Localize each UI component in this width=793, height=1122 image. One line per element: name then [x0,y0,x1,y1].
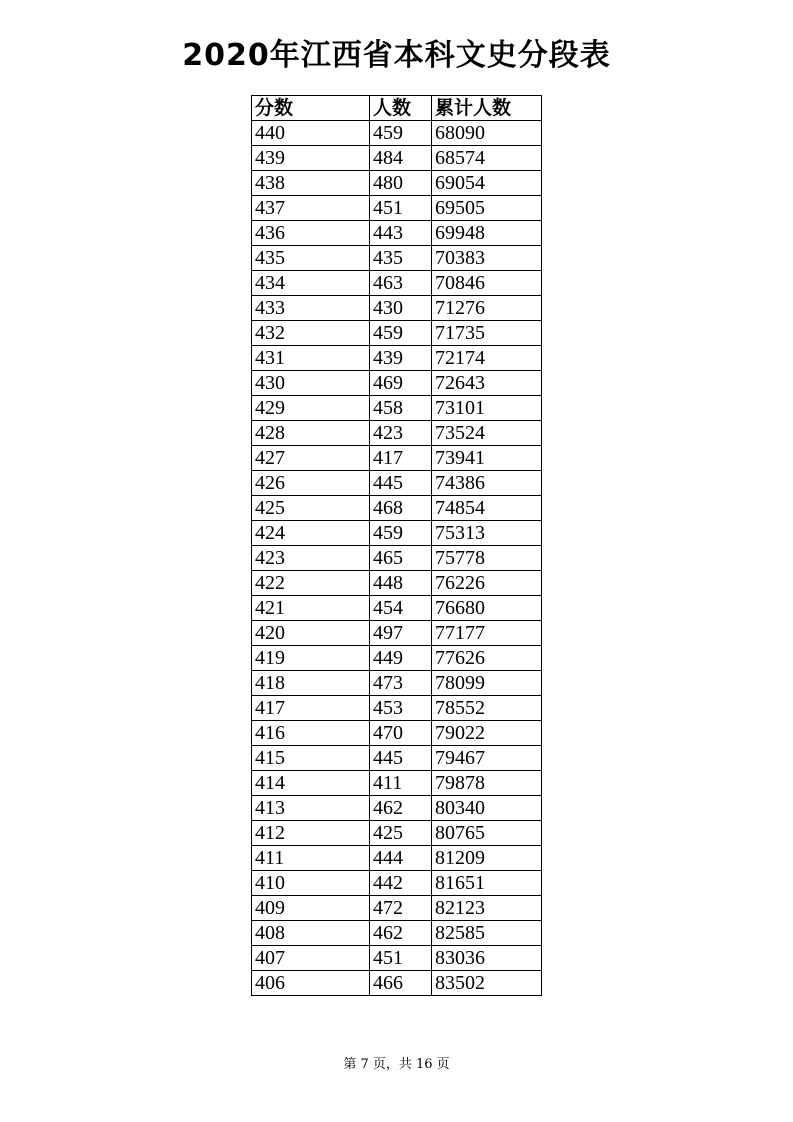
score-cell: 439 [252,146,370,171]
count-cell: 445 [370,746,432,771]
table-row [252,971,542,996]
table-row [252,596,542,621]
count-cell: 472 [370,896,432,921]
table-row [252,921,542,946]
cumulative-cell: 71276 [432,296,542,321]
count-cell: 453 [370,696,432,721]
cumulative-cell: 75778 [432,546,542,571]
cumulative-cell: 68574 [432,146,542,171]
table-row [252,821,542,846]
cumulative-cell: 73524 [432,421,542,446]
count-cell: 445 [370,471,432,496]
score-cell: 425 [252,496,370,521]
table-row [252,946,542,971]
count-cell: 443 [370,221,432,246]
count-cell: 469 [370,371,432,396]
score-cell: 434 [252,271,370,296]
score-cell: 413 [252,796,370,821]
cumulative-cell: 83502 [432,971,542,996]
score-distribution-table [251,95,542,996]
table-row [252,246,542,271]
table-row [252,196,542,221]
count-cell: 484 [370,146,432,171]
table-row [252,546,542,571]
table-row [252,721,542,746]
count-cell: 462 [370,796,432,821]
table-row [252,571,542,596]
count-cell: 459 [370,121,432,146]
cumulative-cell: 70383 [432,246,542,271]
cumulative-cell: 81651 [432,871,542,896]
cumulative-cell: 79022 [432,721,542,746]
table-row [252,221,542,246]
count-cell: 454 [370,596,432,621]
count-cell: 462 [370,921,432,946]
count-cell: 442 [370,871,432,896]
score-cell: 436 [252,221,370,246]
cumulative-cell: 73101 [432,396,542,421]
table-row [252,321,542,346]
count-cell: 430 [370,296,432,321]
header-cumulative: 累计人数 [432,96,542,121]
cumulative-cell: 72174 [432,346,542,371]
cumulative-cell: 76680 [432,596,542,621]
count-cell: 417 [370,446,432,471]
cumulative-cell: 77177 [432,621,542,646]
table-row [252,671,542,696]
cumulative-cell: 70846 [432,271,542,296]
count-cell: 451 [370,196,432,221]
cumulative-cell: 69505 [432,196,542,221]
header-count: 人数 [370,96,432,121]
table-row [252,471,542,496]
cumulative-cell: 80765 [432,821,542,846]
count-cell: 459 [370,321,432,346]
count-cell: 470 [370,721,432,746]
table-row [252,621,542,646]
cumulative-cell: 81209 [432,846,542,871]
count-cell: 449 [370,646,432,671]
table-row [252,796,542,821]
cumulative-cell: 68090 [432,121,542,146]
table-body [252,121,542,996]
table-row [252,296,542,321]
cumulative-cell: 71735 [432,321,542,346]
count-cell: 444 [370,846,432,871]
count-cell: 463 [370,271,432,296]
page-title: 2020年江西省本科文史分段表 [182,38,611,73]
count-cell: 458 [370,396,432,421]
cumulative-cell: 74386 [432,471,542,496]
cumulative-cell: 69948 [432,221,542,246]
score-cell: 437 [252,196,370,221]
score-cell: 429 [252,396,370,421]
score-cell: 433 [252,296,370,321]
cumulative-cell: 75313 [432,521,542,546]
score-cell: 409 [252,896,370,921]
score-cell: 406 [252,971,370,996]
table-row [252,496,542,521]
header-score: 分数 [252,96,370,121]
cumulative-cell: 73941 [432,446,542,471]
score-cell: 414 [252,771,370,796]
table-row [252,121,542,146]
score-cell: 438 [252,171,370,196]
table-header-row [252,96,542,121]
count-cell: 448 [370,571,432,596]
page-footer: 第 7 页，共 16 页 [343,1057,450,1072]
table-row [252,696,542,721]
cumulative-cell: 79467 [432,746,542,771]
count-cell: 423 [370,421,432,446]
score-cell: 423 [252,546,370,571]
cumulative-cell: 72643 [432,371,542,396]
score-cell: 408 [252,921,370,946]
count-cell: 497 [370,621,432,646]
table-row [252,771,542,796]
cumulative-cell: 69054 [432,171,542,196]
table-row [252,446,542,471]
cumulative-cell: 74854 [432,496,542,521]
score-cell: 418 [252,671,370,696]
score-cell: 417 [252,696,370,721]
cumulative-cell: 77626 [432,646,542,671]
table-row [252,871,542,896]
score-cell: 431 [252,346,370,371]
score-cell: 422 [252,571,370,596]
table-row [252,646,542,671]
table-row [252,521,542,546]
count-cell: 466 [370,971,432,996]
score-cell: 412 [252,821,370,846]
table-row [252,746,542,771]
cumulative-cell: 79878 [432,771,542,796]
cumulative-cell: 80340 [432,796,542,821]
score-cell: 410 [252,871,370,896]
score-cell: 426 [252,471,370,496]
table-row [252,421,542,446]
count-cell: 465 [370,546,432,571]
cumulative-cell: 83036 [432,946,542,971]
score-cell: 419 [252,646,370,671]
table-row [252,396,542,421]
score-cell: 428 [252,421,370,446]
table-row [252,896,542,921]
table-row [252,846,542,871]
score-cell: 420 [252,621,370,646]
score-cell: 435 [252,246,370,271]
cumulative-cell: 76226 [432,571,542,596]
score-cell: 440 [252,121,370,146]
score-cell: 415 [252,746,370,771]
count-cell: 473 [370,671,432,696]
cumulative-cell: 82585 [432,921,542,946]
cumulative-cell: 78099 [432,671,542,696]
score-cell: 411 [252,846,370,871]
table-row [252,171,542,196]
score-cell: 432 [252,321,370,346]
count-cell: 435 [370,246,432,271]
cumulative-cell: 82123 [432,896,542,921]
count-cell: 451 [370,946,432,971]
table-row [252,371,542,396]
count-cell: 425 [370,821,432,846]
count-cell: 439 [370,346,432,371]
table-row [252,271,542,296]
table-row [252,146,542,171]
score-cell: 424 [252,521,370,546]
count-cell: 480 [370,171,432,196]
score-cell: 427 [252,446,370,471]
cumulative-cell: 78552 [432,696,542,721]
count-cell: 459 [370,521,432,546]
score-cell: 407 [252,946,370,971]
table-row [252,346,542,371]
score-cell: 430 [252,371,370,396]
count-cell: 468 [370,496,432,521]
count-cell: 411 [370,771,432,796]
score-cell: 421 [252,596,370,621]
score-cell: 416 [252,721,370,746]
